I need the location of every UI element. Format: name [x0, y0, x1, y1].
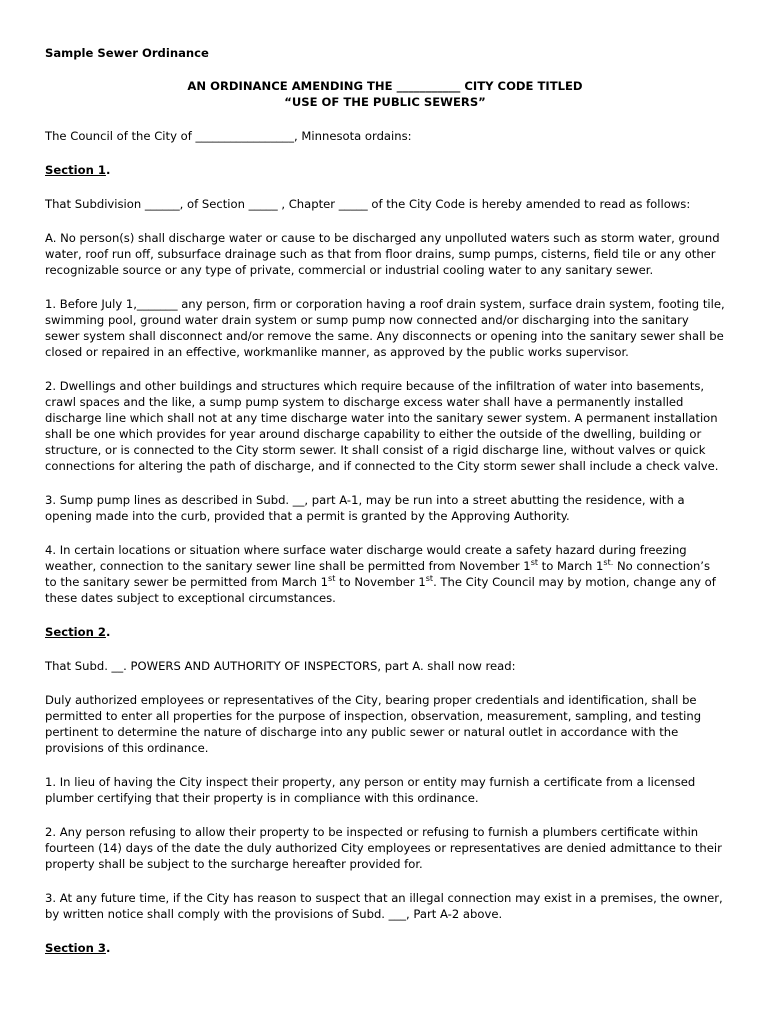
- ordinance-heading-line2: “USE OF THE PUBLIC SEWERS”: [284, 95, 486, 109]
- para-4-sup-4: st: [425, 574, 434, 584]
- section-2-intro: That Subd. __. POWERS AND AUTHORITY OF INSPECTORS, part A. shall now read:: [45, 659, 516, 673]
- section-2-heading: Section 2: [45, 625, 106, 639]
- section-3-period: .: [105, 941, 111, 955]
- section-1-heading: Section 1: [45, 163, 106, 177]
- section-1-paragraph-2: 2. Dwellings and other buildings and structures which require because of the infiltration of water into basements, crawl spaces and the like, a sump pump system to discharge excess water shall have a permanently installed discharge line which shall not at any time discharge water into the sanitary sewer system. A permanent installation shall be one which provides for year around discharge capability to either the outside of the dwelling, building or structure, or is connected to the City storm sewer. It shall consist of a rigid discharge line, without valves or quick connections for altering the path of discharge, and if connected to the City storm sewer shall include a check valve.: [45, 379, 719, 473]
- section-1-title: [45, 162, 725, 178]
- document-page: [45, 45, 725, 956]
- section-2-paragraph-3: 3. At any future time, if the City has reason to suspect that an illegal connection may exist in a premises, the owner, by written notice shall comply with the provisions of Subd. ___, Part A-2 above.: [45, 891, 723, 921]
- para-4-text-d: to November 1: [335, 575, 426, 589]
- para-4-text-e: . The City Council may by motion, change any of these dates subject to exceptional circumstances.: [45, 575, 716, 605]
- para-4-sup-3: st: [328, 574, 336, 584]
- para-4-text-a: 4. In certain locations or situation where surface water discharge would create a safety hazard during freezing weather, connection to the sanitary sewer line shall be permitted from November 1: [45, 543, 687, 573]
- section-2-period: .: [105, 625, 111, 639]
- para-4-text-c: No connection’s to the sanitary sewer be permitted from March 1: [45, 559, 711, 589]
- section-2-paragraph-1: 1. In lieu of having the City inspect their property, any person or entity may furnish a certificate from a licensed plumber certifying that their property is in compliance with this ordinance.: [45, 775, 696, 805]
- document-title: Sample Sewer Ordinance: [45, 46, 209, 60]
- ordinance-heading: [45, 78, 725, 110]
- section-1-intro: That Subdivision ______, of Section _____ , Chapter _____ of the City Code is hereby amended to read as follows:: [45, 197, 691, 211]
- section-2-paragraph-main: Duly authorized employees or representatives of the City, bearing proper credentials and identification, shall be permitted to enter all properties for the purpose of inspection, observation, measurement, sampling, and testing pertinent to determine the nature of discharge into any public sewer or natural outlet in accordance with the provisions of this ordinance.: [45, 693, 702, 755]
- section-1-paragraph-3: 3. Sump pump lines as described in Subd. __, part A-1, may be run into a street abutting the residence, with a opening made into the curb, provided that a permit is granted by the Approving Authority.: [45, 493, 685, 523]
- section-1-paragraph-a: A. No person(s) shall discharge water or cause to be discharged any unpolluted waters such as storm water, ground water, roof run off, subsurface drainage such as that from floor drains, sump pumps, cisterns, field tile or any other recognizable source or any type of private, commercial or industrial cooling water to any sanitary sewer.: [45, 231, 720, 277]
- section-2-paragraph-2: 2. Any person refusing to allow their property to be inspected or refusing to furnish a plumbers certificate within fourteen (14) days of the date the duly authorized City employees or representatives are denied admittance to their property shall be subject to the surcharge hereafter provided for.: [45, 825, 722, 871]
- section-1-period: .: [105, 163, 111, 177]
- council-statement: The Council of the City of _________________, Minnesota ordains:: [45, 129, 412, 143]
- section-1-paragraph-4: [45, 542, 725, 606]
- section-3-heading: Section 3: [45, 941, 106, 955]
- section-2-title: [45, 624, 725, 640]
- ordinance-heading-line1: AN ORDINANCE AMENDING THE ___________ CITY CODE TITLED: [187, 79, 583, 93]
- para-4-text-b: to March 1: [538, 559, 604, 573]
- para-4-sup-2: st.: [603, 558, 614, 568]
- section-1-paragraph-1: 1. Before July 1,_______ any person, firm or corporation having a roof drain system, surface drain system, footing tile, swimming pool, ground water drain system or sump pump now connected and/or discharging into the sanitary sewer system shall disconnect and/or remove the same. Any disconnects or opening into the sanitary sewer shall be closed or repaired in an effective, workmanlike manner, as approved by the public works supervisor.: [45, 297, 725, 359]
- section-3-title: [45, 940, 725, 956]
- para-4-sup-1: st: [530, 558, 538, 568]
